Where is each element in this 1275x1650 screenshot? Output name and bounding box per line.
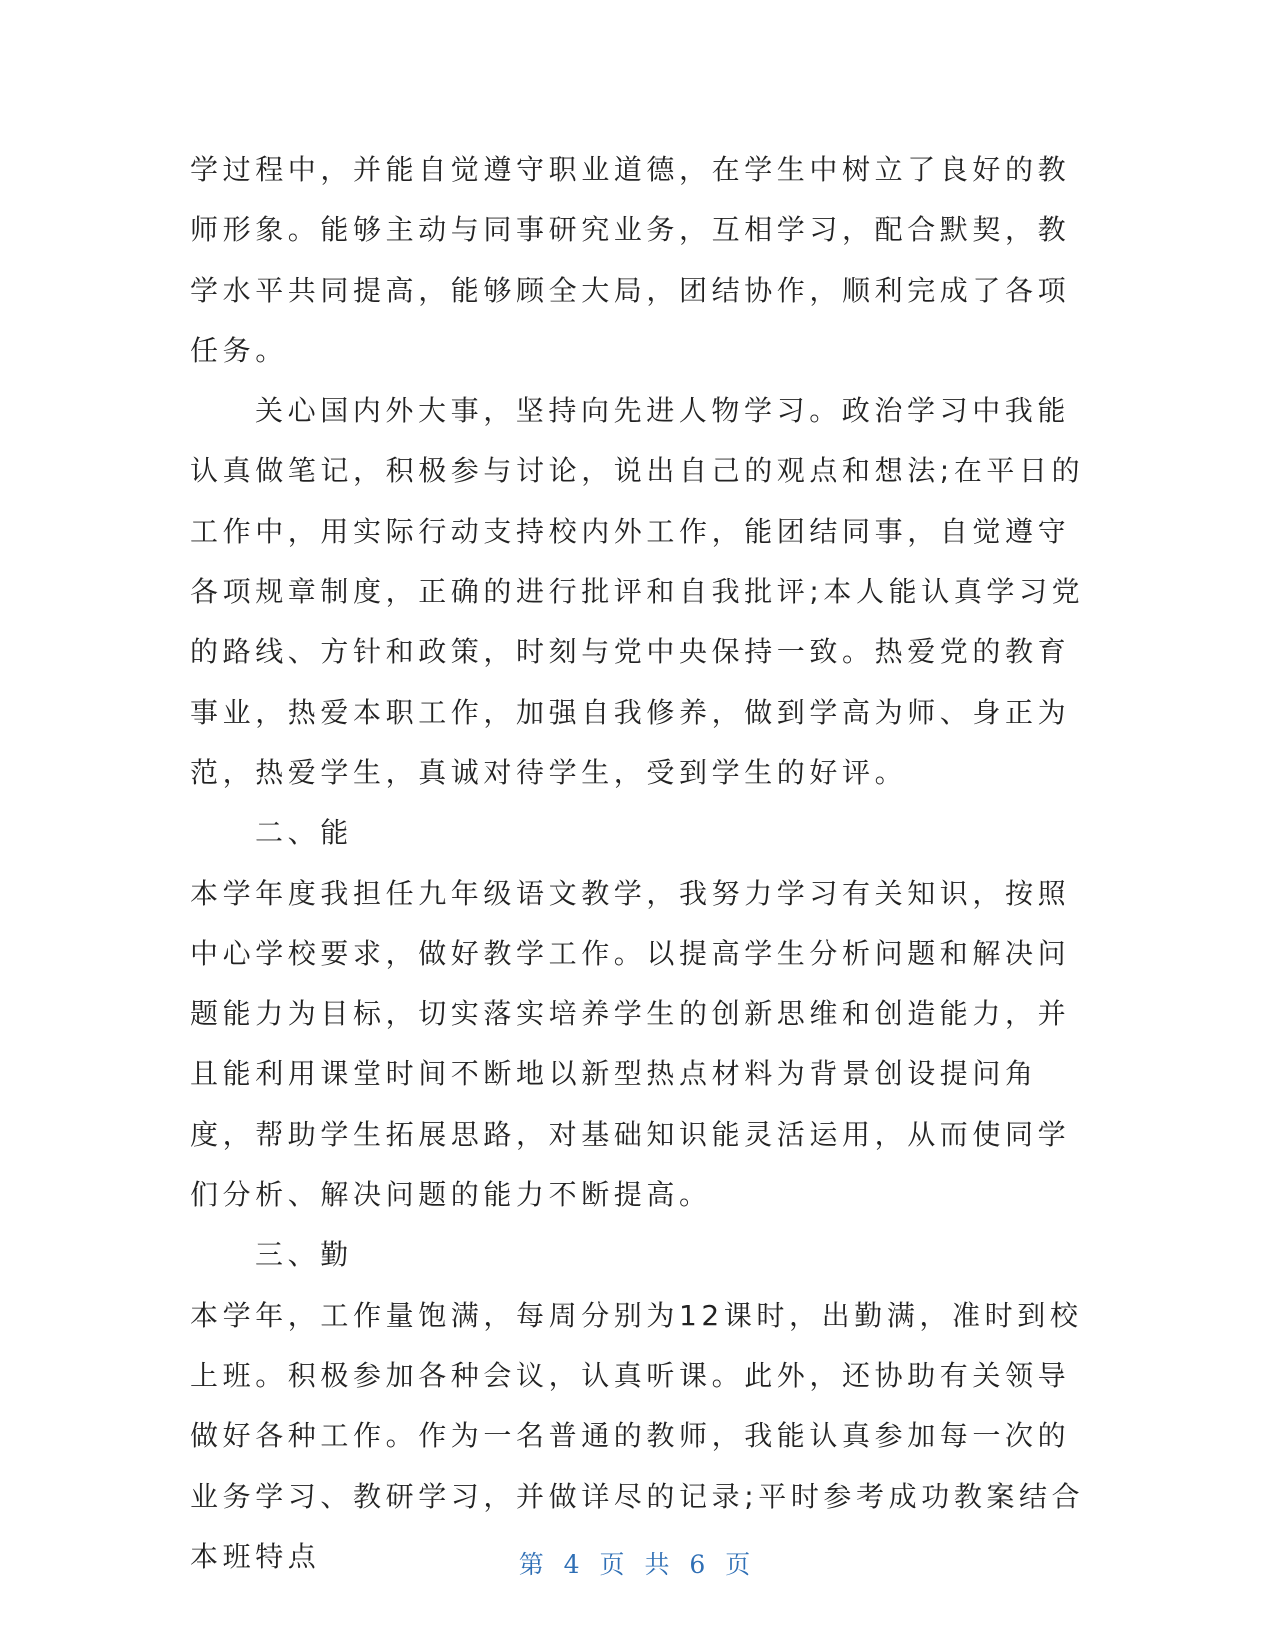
paragraph-diligence: 本学年，工作量饱满，每周分别为12课时，出勤满，准时到校上班。积极参加各种会议，认真听课。此外，还协助有关领导做好各种工作。作为一名普通的教师，我能认真参加每一次的业务学习、教研学习，并做详尽的记录;平时参考成功教案结合本班特点 bbox=[190, 1298, 1085, 1573]
section-heading-ability: 二、能 bbox=[255, 816, 353, 850]
section-heading-diligence: 三、勤 bbox=[255, 1238, 353, 1272]
paragraph-teaching-ability: 本学年度我担任九年级语文教学，我努力学习有关知识，按照中心学校要求，做好教学工作。以提高学生分析问题和解决问题能力为目标，切实落实培养学生的创新思维和创造能力，并且能利用课堂时间不断地以新型热点材料为背景创设提问角度，帮助学生拓展思路，对基础知识能灵活运用，从而使同学们分析、解决问题的能力不断提高。 bbox=[190, 876, 1071, 1212]
page-number-footer: 第 4 页 共 6 页 bbox=[518, 1550, 757, 1579]
paragraph-political-study: 关心国内外大事，坚持向先进人物学习。政治学习中我能认真做笔记，积极参与讨论，说出自己的观点和想法;在平日的工作中，用实际行动支持校内外工作，能团结同事，自觉遵守各项规章制度，正确的进行批评和自我批评;本人能认真学习党的路线、方针和政策，时刻与党中央保持一致。热爱党的教育事业，热爱本职工作，加强自我修养，做到学高为师、身正为范，热爱学生，真诚对待学生，受到学生的好评。 bbox=[190, 394, 1085, 789]
document-body bbox=[190, 140, 1090, 1587]
paragraph-teacher-image: 学过程中，并能自觉遵守职业道德，在学生中树立了良好的教师形象。能够主动与同事研究业务，互相学习，配合默契，教学水平共同提高，能够顾全大局，团结协作，顺利完成了各项任务。 bbox=[190, 153, 1071, 367]
